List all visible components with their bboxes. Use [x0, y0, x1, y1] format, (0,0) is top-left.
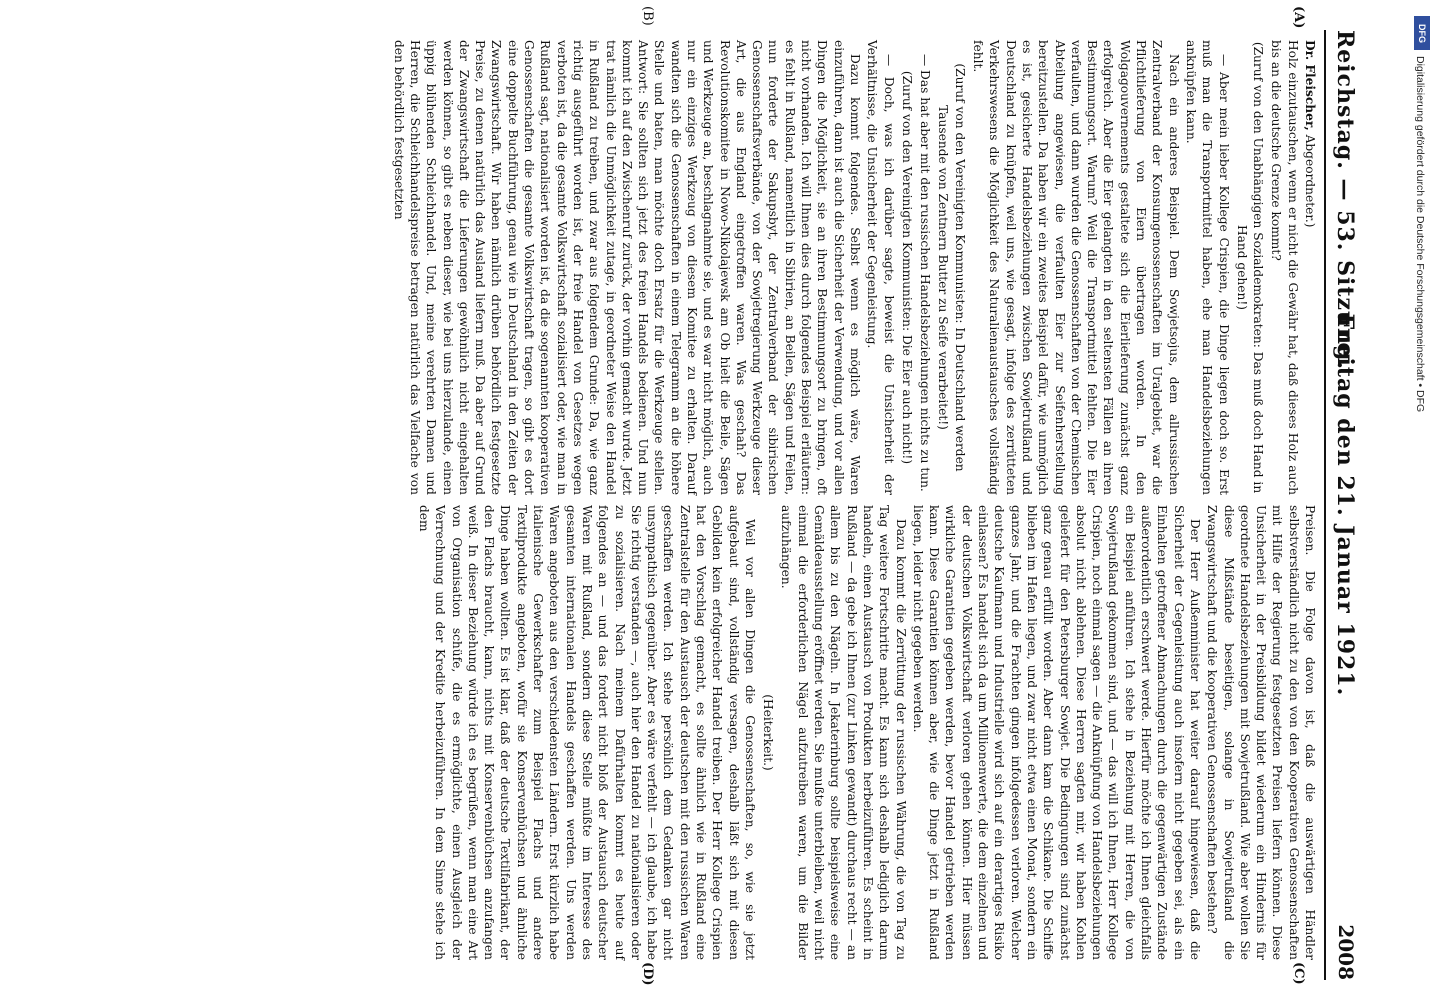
paragraph: [917, 40, 933, 495]
paragraph: [778, 505, 908, 960]
paragraph: [910, 505, 1203, 960]
margin-marker-d: (D): [640, 962, 655, 986]
paragraph-text: (Zuruf von den Unabhängigen Sozialdemokraten: Das muß doch Hand in Hand gehen!): [1234, 41, 1266, 494]
text-column-left: [18, 40, 1318, 495]
text-column-right: [18, 505, 1318, 960]
header-date: Freitag den 21. Januar 1921.: [1332, 313, 1358, 697]
page-header: [1326, 30, 1366, 980]
paragraph: [1183, 40, 1232, 495]
digitization-text: Digitalisierung gefördert durch die Deutsche Forschungsgemeinschaft • DFG: [1414, 56, 1426, 413]
paragraph-text: Dazu kommt die Zerrüttung der russischen Währung, die von Tag zu Tag weitere Fortschritte macht. Es kann sich deshalb lediglich darum handeln, einen Austausch von Produkten herbeizuführen. Es scheint in Rußland — da gebe ich Ihnen (zur Linken gewandt) durchaus recht — an allem bis zu den Nägeln. In Jekaterinburg sollte beispielsweise eine Gemäldeausstellung eröffnet werden. Sie mußte unterbleiben, weil nicht einmal die erforderlichen Nägel aufzutreiben waren, um die Bilder aufzuhängen.: [779, 505, 908, 960]
paragraph-text: Preisen. Die Folge davon ist, daß die auswärtigen Händler selbstverständlich nicht zu den von den Kooperativen Genossenschaften mit Hilfe der Regierung festgesetzten Preisen liefern können. Diese Unsicherheit in der Preisbildung bildet wiederum ein Hindernis für geordnete Handelsbeziehungen mit Sowjetrußland. Wie aber wollen Sie diese Mißstände beseitigen, solange in Sowjetrußland die Zwangswirtschaft und die kooperativen Genossenschaften bestehen?: [1205, 505, 1317, 960]
paragraph-text: — Das hat aber mit den russischen Handelsbeziehungen nichts zu tun.: [918, 54, 933, 492]
paragraph-text: (Zuruf von den Vereinigten Kommunisten: Die Eier auch nicht!): [899, 70, 914, 465]
paragraph: [1234, 40, 1267, 495]
paragraph-text: Holz einzutauschen, wenn er nicht die Gewähr hat, daß dieses Holz auch bis an die deutsche Grenze kommt?: [1269, 40, 1300, 495]
paragraph: [935, 40, 968, 495]
paragraph: [1204, 505, 1318, 960]
digitization-note: [1412, 8, 1432, 992]
paragraph: [416, 505, 758, 960]
paragraph-text: — Doch, was ich darüber sagte, beweist die Unsicherheit der Verhältnisse, die Unsicherheit der Gegenleistung.: [865, 40, 896, 495]
paragraph: [899, 40, 915, 495]
paragraph-text: Weil vor allen Dingen die Genossenschaften, so, wie sie jetzt aufgebaut sind, vollständig versagen, deshalb läßt sich mit diesen Gebilden kein erfolgreicher Handel treiben. Der Herr Kollege Crispien hat den Vorschlag gemacht, es sollte ähnlich wie in Rußland eine Zentralstelle für den Austausch der deutschen mit den russischen Waren geschaffen werden. Ich stehe persönlich dem Gedanken gar nicht unsympathisch gegenüber. Aber es wäre verfehlt — ich glaube, ich habe Sie richtig verstanden —, auch hier den Handel zu nationalisieren oder zu sozialisieren. Nach meinem Dafürhalten kommt es heute auf folgendes an — und das fordert nicht bloß der Austausch deutscher Waren mit Rußland, sondern diese Stelle müßte im Interesse des gesamten internationalen Handels geschaffen werden. Uns werden Waren angeboten aus den verschiedensten Ländern. Erst kürzlich habe italienische Gewerkschafter zum Beispiel Flachs und andere Textilprodukte angeboten, wofür sie Konservenbüchsen und ähnliche Dinge haben wollten. Es ist klar, daß der deutsche Textilfabrikant, der den Flachs braucht, kann, nichts mit Konservenbüchsen anzufangen weiß. In dieser Beziehung würde ich es begrüßen, wenn man eine Art von Organisation schüfe, die es ermöglichte, einen Ausgleich der Verrechnung und der Kredite herbeizuführen. In dem Sinne stehe ich dem: [416, 505, 757, 960]
dfg-logo: DFG: [1414, 16, 1430, 50]
paragraph: [1268, 40, 1301, 495]
paragraph-text: Nach ein anderes Beispiel. Dem Sowjetsojus, dem allrussischen Zentralverband der Konsumgenossenschaften im Uralgebiet, war die Pflichtlieferung von Eiern übertragen worden. In den Wolgagouvernements gestaltete sich die Eierlieferung zunächst ganz erfolgreich. Aber die Eier gelangten in den seltensten Fällen an ihren Bestimmungsort. Warum? Weil die Transportmittel fehlten. Die Eier verfaulten, und dann wurden die Genossenschaften von der Chemischen Abteilung angewiesen, die verfaulten Eier zur Seifenherstellung bereitzustellen. Da haben wir ein zweites Beispiel dafür, wie unmöglich es ist, gesicherte Handelsbeziehungen zwischen Sowjetrußland und Deutschland zu knüpfen, weil uns, wie gesagt, infolge des zerrütteten Verkehrswesens die Möglichkeit des Naturalienaustausches vollständig fehlt.: [971, 40, 1181, 495]
paragraph-text: — Aber mein lieber Kollege Crispien, die Dinge liegen doch so. Erst muß man die Transportmittel haben, ehe man Handelsbeziehungen anknüpfen kann.: [1183, 40, 1231, 495]
header-divider: [1324, 30, 1326, 980]
paragraph: [1302, 40, 1318, 495]
paragraph-text: (Zuruf von den Vereinigten Kommunisten: In Deutschland werden Tausende von Zentnern Butter zu Seife verarbeitet!): [936, 63, 967, 472]
margin-marker-c: (C): [1291, 962, 1306, 985]
paragraph: [390, 40, 863, 495]
margin-marker-b: (B): [640, 6, 655, 26]
margin-marker-a: (A): [1291, 6, 1306, 29]
paragraph-text: (Heiterkeit.): [761, 694, 776, 771]
paragraph: [760, 505, 776, 960]
paragraph: [970, 40, 1182, 495]
paragraph-text: Der Herr Außenminister hat weiter darauf hingewiesen, daß die Sicherheit der Gegenleistung auch insofern nicht gegeben sei, als ein Einhalten getroffener Abmachungen durch die gegenwärtigen Zustände außerordentlich erschwert werde. Hierfür möchte ich Ihnen gleichfalls ein Beispiel anführen. Ich stehe in Beziehung mit Herren, die von Sowjetrußland gekommen sind, und — das will ich Ihnen, Herr Kollege Crispien, noch einmal sagen — die Anknüpfung von Handelsbeziehungen absolut nicht ablehnen. Diese Herren sagten mir, wir haben Kohlen geliefert für den Petersburger Sowjet. Die Bedingungen sind zunächst ganz genau erfüllt worden. Aber dann kam die Schikane. Die Schiffe blieben im Hafen liegen, und zwar nicht etwa einen Monat, sondern ein ganzes Jahr, und die Frachten gingen infolgedessen verloren. Welcher deutsche Kaufmann und Industrielle wird sich auf ein derartiges Risiko einlassen? Es handelt sich da um Millionenwerte, die dem einzelnen und der deutschen Volkswirtschaft verloren gehen können. Hier müssen wirkliche Garantien gegeben werden, bevor Handel getrieben werden kann. Diese Garantien können aber, wie die Dinge jetzt in Rußland liegen, leider nicht gegeben werden.: [910, 505, 1202, 960]
paragraph: [864, 40, 897, 495]
paragraph-text: Abgeordneter.): [1303, 130, 1317, 228]
paragraph-text: Dazu kommt folgendes. Selbst wenn es möglich wäre, Waren einzuführen, dann ist auch die Sicherheit der Verwendung, und vor allen Dingen die Möglichkeit, sie an ihren Bestimmungsort zu bringen, oft nicht vorhanden. Ich will Ihnen dies durch folgendes Beispiel erläutern: es fehlt in Rußland, namentlich in Sibirien, an Beilen, Sägen und Feilen, nun forderte der Sakupsbyt, der Zentralverband der sibirischen Genossenschaftsverbände, von der Sowjetregierung Werkzeuge dieser Art, die aus England eingetroffen waren. Was geschah? Das Revolutionskomitee in Nowo-Nikolajewsk am Ob hielt die Beile, Sägen und Werkzeuge an, beschlagnahmte sie, und es war nicht möglich, auch nur ein einziges Werkzeug von diesem Komitee zu erhalten. Darauf wandten sich die Genossenschaften in einem Telegramm an die höhere Stelle und baten, man möchte doch Ersatz für die Werkzeuge stellen. Antwort: Sie sollten sich jetzt des freien Handels bedienen. Und nun kommt ich auf den Zwischenruf zurück, der vorhin gemacht wurde. Jetzt trat nämlich die Unmöglichkeit zutage, in geordneter Weise den Handel in Rußland zu treiben, und zwar aus folgendem Grunde: Da, wie ganz richtig ausgeführt worden ist, der freie Handel von Gesetzes wegen verboten ist, da die gesamte Volkswirtschaft sozialisiert oder, wie man in Rußland sagt, nationalisiert worden ist, da die sogenannten kooperativen Genossenschaften die gesamte Volkswirtschaft tragen, so gibt es dort eine doppelte Buchführung, genau wie in Deutschland in den Zeiten der Zwangswirtschaft. Wir haben nämlich drüben behördlich festgesetzte Preise, zu denen natürlich das Ausland liefern muß. Da aber auf Grund der Zwangswirtschaft die Lieferungen gewöhnlich nicht eingehalten werden können, so gibt es neben dieser, wie bei uns hierzulande, einen üppig blühenden Schleichhandel. Und, meine verehrten Damen und Herren, die Schleichhandelspreise betragen natürlich das Vielfache von den behördlich festgesetzten: [391, 40, 862, 495]
speaker-name: Dr. Fleischer,: [1303, 40, 1317, 131]
page-number: 2008: [1334, 924, 1358, 980]
header-left-title: Reichstag. — 53. Sitzung.: [1332, 30, 1358, 371]
